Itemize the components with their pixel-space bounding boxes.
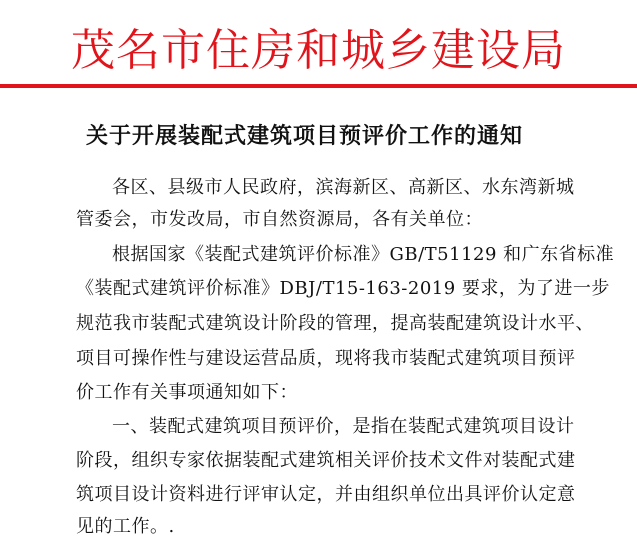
- body-line-4: 《装配式建筑评价标准》DBJ/T15-163-2019 要求，为了进一步: [76, 278, 610, 299]
- red-divider-line: [0, 84, 637, 88]
- body-line-3: 根据国家《装配式建筑评价标准》GB/T51129 和广东省标准: [112, 244, 615, 265]
- body-line-8: 一、装配式建筑项目预评价，是指在装配式建筑项目设计: [112, 416, 575, 437]
- body-line-7: 价工作有关事项通知如下：: [76, 382, 298, 403]
- body-line-6: 项目可操作性与建设运营品质，现将我市装配式建筑项目预评: [76, 348, 576, 369]
- body-line-10: 筑项目设计资料进行评审认定，并由组织单位出具评价认定意: [76, 484, 576, 505]
- issuing-authority-header: 茂名市住房和城乡建设局: [71, 25, 566, 76]
- body-line-1: 各区、县级市人民政府，滨海新区、高新区、水东湾新城: [112, 177, 575, 198]
- body-line-9: 阶段，组织专家依据装配式建筑相关评价技术文件对装配式建: [76, 450, 576, 471]
- body-line-2: 管委会，市发改局，市自然资源局，各有关单位：: [76, 209, 483, 230]
- body-line-11: 见的工作。.: [76, 516, 175, 537]
- notice-title: 关于开展装配式建筑项目预评价工作的通知: [86, 123, 524, 149]
- body-line-5: 规范我市装配式建筑设计阶段的管理，提高装配建筑设计水平、: [76, 313, 594, 334]
